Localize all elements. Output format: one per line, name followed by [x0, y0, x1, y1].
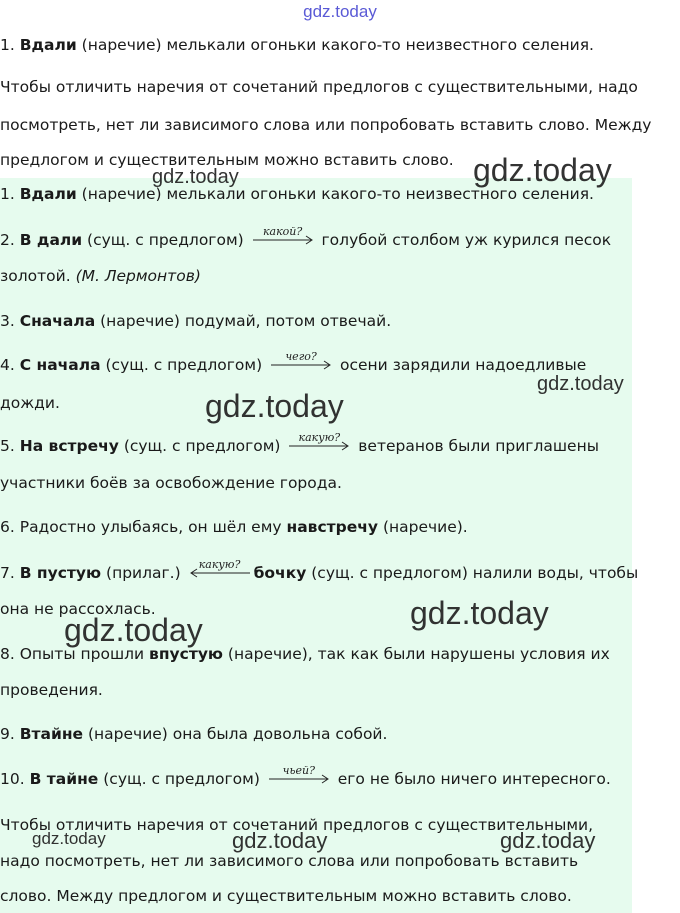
right-arrow-icon: чего?: [269, 355, 333, 375]
watermark: gdz.today: [205, 388, 344, 424]
right-arrow-icon: какую?: [287, 436, 351, 456]
list-item-5-cont: участники боёв за освобождение города.: [0, 474, 342, 492]
list-item-4-cont: дожди.: [0, 394, 60, 412]
intro-rule-line: предлогом и существительным можно вставить слово.: [0, 151, 454, 169]
list-item-4: 4. С начала (сущ. с предлогом) чего? осени зарядили надоедливые: [0, 350, 587, 374]
list-item-2-cont: золотой. (М. Лермонтов): [0, 267, 201, 285]
right-arrow-icon: какой?: [251, 230, 315, 250]
list-item-8: 8. Опыты прошли впустую (наречие), так как были нарушены условия их: [0, 645, 610, 663]
list-item-10: 10. В тайне (сущ. с предлогом) чьей? его не было ничего интересного.: [0, 764, 611, 788]
intro-rule-line: посмотреть, нет ли зависимого слова или попробовать вставить слово. Между: [0, 116, 652, 134]
watermark: gdz.today: [32, 829, 106, 848]
list-item-6: 6. Радостно улыбаясь, он шёл ему навстречу (наречие).: [0, 518, 468, 536]
watermark: gdz.today: [64, 612, 203, 648]
rule-line: Чтобы отличить наречия от сочетаний предлогов с существительными,: [0, 816, 594, 834]
watermark: gdz.today: [232, 828, 328, 853]
list-item-9: 9. Втайне (наречие) она была довольна собой.: [0, 725, 388, 743]
left-arrow-icon: какую?: [188, 563, 252, 583]
intro-rule-line: Чтобы отличить наречия от сочетаний предлогов с существительными, надо: [0, 78, 638, 96]
watermark: gdz.today: [410, 595, 549, 631]
answer-block: [0, 178, 632, 913]
watermark: gdz.today: [473, 152, 612, 188]
rule-line: надо посмотреть, нет ли зависимого слова или попробовать вставить: [0, 852, 579, 870]
watermark: gdz.today: [152, 166, 239, 188]
list-item-2: 2. В дали (сущ. с предлогом) какой? голубой столбом уж курился песок: [0, 225, 612, 249]
rule-line: слово. Между предлогом и существительным можно вставить слово.: [0, 887, 572, 905]
list-item-7-cont: она не рассохлась.: [0, 600, 156, 618]
list-item-3: 3. Сначала (наречие) подумай, потом отвечай.: [0, 312, 392, 330]
intro-example-line: 1. Вдали (наречие) мелькали огоньки какого-то неизвестного селения.: [0, 36, 594, 54]
list-item-5: 5. На встречу (сущ. с предлогом) какую? ветеранов были приглашены: [0, 431, 599, 455]
right-arrow-icon: чьей?: [267, 769, 331, 789]
site-logo[interactable]: gdz.today: [303, 2, 377, 21]
list-item-1: 1. Вдали (наречие) мелькали огоньки какого-то неизвестного селения.: [0, 185, 594, 203]
watermark: gdz.today: [537, 373, 624, 395]
watermark: gdz.today: [500, 828, 596, 853]
list-item-7: 7. В пустую (прилаг.) какую? бочку (сущ. с предлогом) налили воды, чтобы: [0, 558, 639, 582]
list-item-8-cont: проведения.: [0, 681, 103, 699]
